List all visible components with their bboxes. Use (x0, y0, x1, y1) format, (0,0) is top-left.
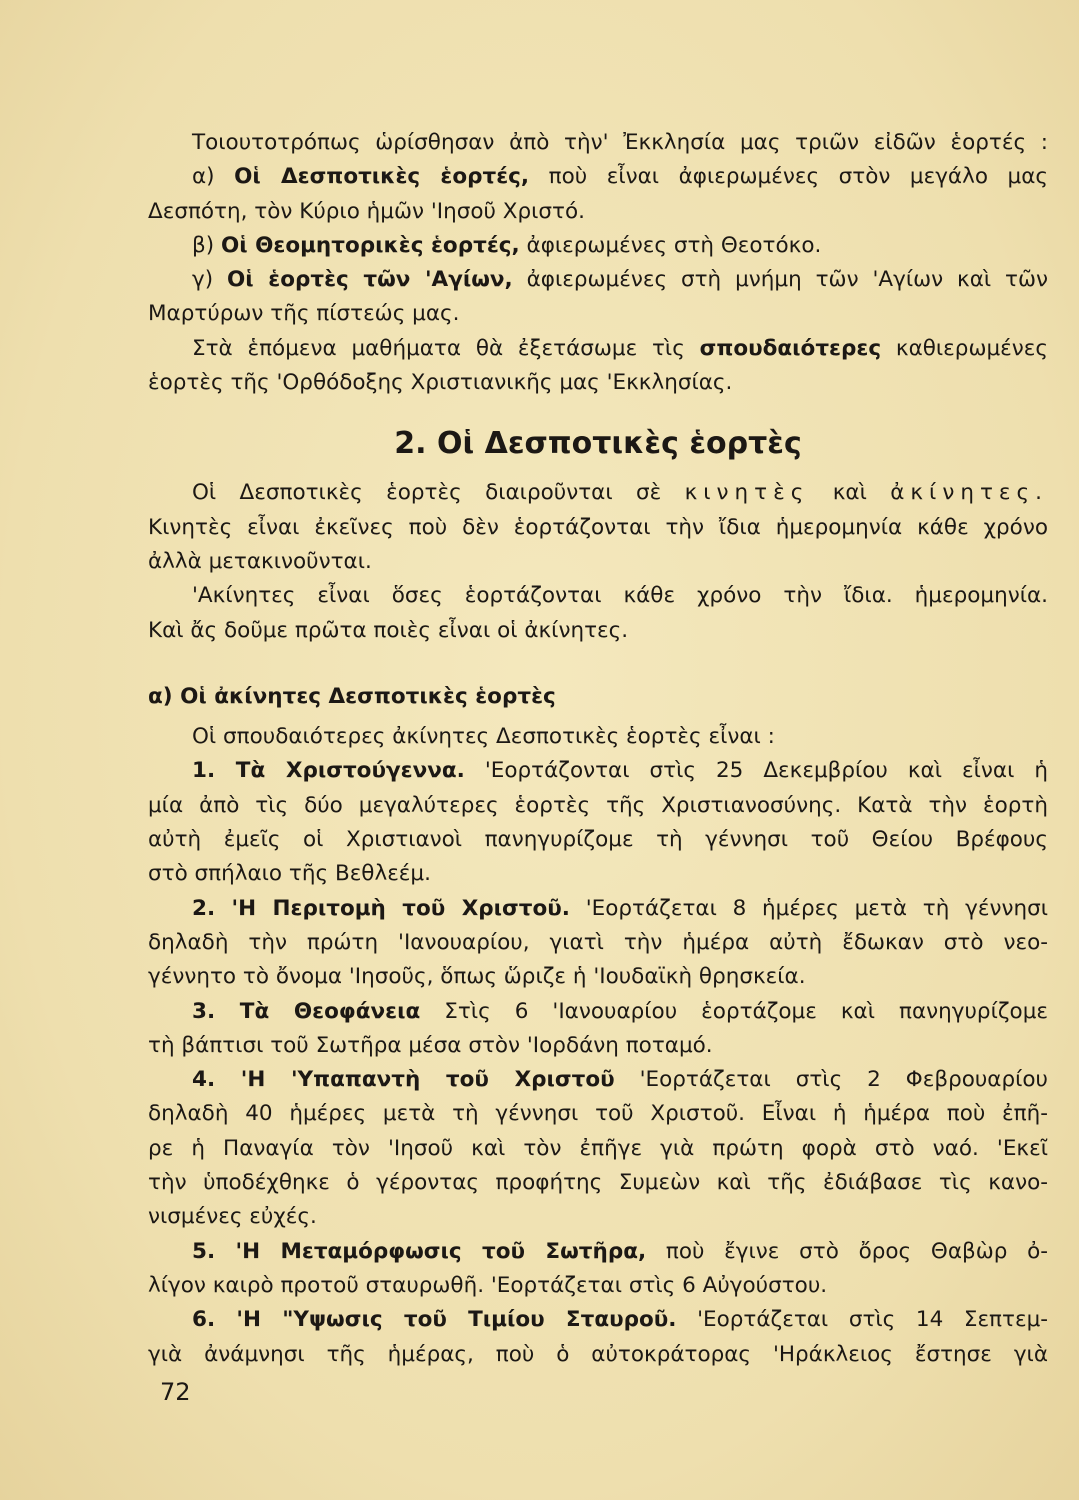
feast-5-line-1: 5. 'Η Μεταμόρφωσις τοῦ Σωτῆρα, ποὺ ἔγινε στὸ ὄρος Θαβὼρ ὀ- (192, 1238, 1048, 1264)
subsection-intro: Οἱ σπουδαιότερες ἀκίνητες Δεσποτικὲς ἑορτὲς εἶναι : (192, 724, 775, 750)
term-saints: Οἱ ἑορτὲς τῶν 'Αγίων, (227, 267, 513, 293)
feast-1-title: 1. Τὰ Χριστούγεννα. (192, 758, 465, 784)
feast-4-line-2: δηλαδὴ 40 ἡμέρες μετὰ τὴ γέννησι τοῦ Χριστοῦ. Εἶναι ἡ ἡμέρα ποὺ ἐπῆ- (148, 1101, 1048, 1127)
intro-item-a: α) Οἱ Δεσποτικὲς ἑορτές, ποὺ εἶναι ἀφιερωμένες στὸν μεγάλο μας (192, 164, 1048, 190)
term-movable: κινητὲς (684, 480, 810, 506)
feast-2-line-3: γέννητο τὸ ὄνομα 'Ιησοῦς, ὅπως ὥριζε ἡ 'Ιουδαϊκὴ θρησκεία. (148, 964, 806, 990)
page-body (148, 126, 1048, 1372)
section-p4: 'Ακίνητες εἶναι ὅσες ἑορτάζονται κάθε χρόνο τὴν ἴδια. ἡμερομηνία. (192, 583, 1048, 609)
feast-4-line-5: νισμένες εὐχές. (148, 1204, 317, 1230)
subsection-heading: α) Οἱ ἀκίνητες Δεσποτικὲς ἑορτὲς (148, 683, 556, 709)
term-important: σπουδαιότερες (699, 335, 882, 361)
feast-3-title: 3. Τὰ Θεοφάνεια (192, 998, 421, 1024)
feast-4-line-1: 4. 'Η 'Υπαπαντὴ τοῦ Χριστοῦ 'Εορτάζεται στὶς 2 Φεβρουαρίου (192, 1067, 1048, 1093)
section-p2: Κινητὲς εἶναι ἐκεῖνες ποὺ δὲν ἑορτάζονται τὴν ἴδια ἡμερομηνία κάθε χρόνο (148, 514, 1048, 540)
feast-3-line-1: 3. Τὰ Θεοφάνεια Στὶς 6 'Ιανουαρίου ἑορτάζομε καὶ πανηγυρίζομε (192, 998, 1049, 1024)
feast-1-line-1: 1. Τὰ Χριστούγεννα. 'Εορτάζονται στὶς 25 Δεκεμβρίου καὶ εἶναι ἡ (192, 758, 1048, 784)
intro-line-1: Τοιουτοτρόπως ὡρίσθησαν ἀπὸ τὴν' Ἐκκλησία μας τριῶν εἰδῶν ἑορτές : (192, 130, 1048, 155)
intro-line-8: ἑορτὲς τῆς 'Ορθόδοξης Χριστιανικῆς μας 'Εκκλησίας. (148, 370, 733, 396)
feast-1-line-2: μία ἀπὸ τὶς δύο μεγαλύτερες ἑορτὲς τῆς Χριστιανοσύνης. Κατὰ τὴν ἑορτὴ (148, 792, 1048, 818)
feast-6-line-2: γιὰ ἀνάμνησι τῆς ἡμέρας, ποὺ ὁ αὐτοκράτορας 'Ηράκλειος ἔστησε γιὰ (148, 1341, 1048, 1367)
feast-2-line-2: δηλαδὴ τὴν πρώτη 'Ιανουαρίου, γιατὶ τὴν ἡμέρα αὐτὴ ἔδωκαν στὸ νεο- (148, 929, 1048, 955)
feast-3-line-2: τὴ βάπτισι τοῦ Σωτῆρα μέσα στὸν 'Ιορδάνη ποταμό. (148, 1032, 713, 1058)
feast-4-title: 4. 'Η 'Υπαπαντὴ τοῦ Χριστοῦ (192, 1067, 615, 1093)
feast-2-title: 2. 'Η Περιτομὴ τοῦ Χριστοῦ. (192, 895, 570, 921)
feast-4-line-4: τὴν ὑποδέχθηκε ὁ γέροντας προφήτης Συμεὼν καὶ τῆς ἐδιάβασε τὶς κανο- (148, 1170, 1048, 1196)
intro-line-7: Στὰ ἑπόμενα μαθήματα θὰ ἐξετάσωμε τὶς σπουδαιότερες καθιερωμένες (192, 335, 1048, 361)
section-heading: 2. Οἱ Δεσποτικὲς ἑορτὲς (394, 426, 802, 462)
term-despotic: Οἱ Δεσποτικὲς ἑορτές, (234, 164, 530, 190)
feast-4-line-3: ρε ἡ Παναγία τὸν 'Ιησοῦ καὶ τὸν ἐπῆγε γιὰ πρώτη φορὰ στὸ ναό. 'Εκεῖ (148, 1135, 1048, 1161)
section-p1: Οἱ Δεσποτικὲς ἑορτὲς διαιροῦνται σὲ κινητὲς καὶ ἀκίνητες. (192, 480, 1048, 506)
intro-item-c: γ) Οἱ ἑορτὲς τῶν 'Αγίων, ἀφιερωμένες στὴ μνήμη τῶν 'Αγίων καὶ τῶν (192, 267, 1049, 293)
intro-line-3: Δεσπότη, τὸν Κύριο ἡμῶν 'Ιησοῦ Χριστό. (148, 198, 585, 224)
page-number: 72 (160, 1378, 191, 1406)
feast-1-line-4: στὸ σπήλαιο τῆς Βεθλεέμ. (148, 861, 431, 887)
feast-5-line-2: λίγον καιρὸ προτοῦ σταυρωθῆ. 'Εορτάζεται στὶς 6 Αὐγούστου. (148, 1272, 828, 1298)
term-theometoric: Οἱ Θεομητορικὲς ἑορτές, (220, 232, 520, 258)
feast-1-line-3: αὐτὴ ἐμεῖς οἱ Χριστιανοὶ πανηγυρίζομε τὴ γέννησι τοῦ Θείου Βρέφους (148, 827, 1048, 853)
intro-item-b: β) Οἱ Θεομητορικὲς ἑορτές, ἀφιερωμένες στὴ Θεοτόκο. (192, 232, 822, 258)
feast-6-title: 6. 'Η "Υψωσις τοῦ Τιμίου Σταυροῦ. (192, 1307, 677, 1333)
term-immovable: ἀκίνητες. (890, 480, 1048, 506)
feast-5-title: 5. 'Η Μεταμόρφωσις τοῦ Σωτῆρα, (192, 1238, 647, 1264)
section-p3: ἀλλὰ μετακινοῦνται. (148, 548, 372, 574)
intro-line-6: Μαρτύρων τῆς πίστεώς μας. (148, 301, 460, 327)
feast-6-line-1: 6. 'Η "Υψωσις τοῦ Τιμίου Σταυροῦ. 'Εορτάζεται στὶς 14 Σεπτεμ- (192, 1307, 1049, 1333)
feast-2-line-1: 2. 'Η Περιτομὴ τοῦ Χριστοῦ. 'Εορτάζεται 8 ἡμέρες μετὰ τὴ γέννησι (192, 895, 1048, 921)
section-p5: Καὶ ἄς δοῦμε πρῶτα ποιὲς εἶναι οἱ ἀκίνητες. (148, 617, 629, 643)
